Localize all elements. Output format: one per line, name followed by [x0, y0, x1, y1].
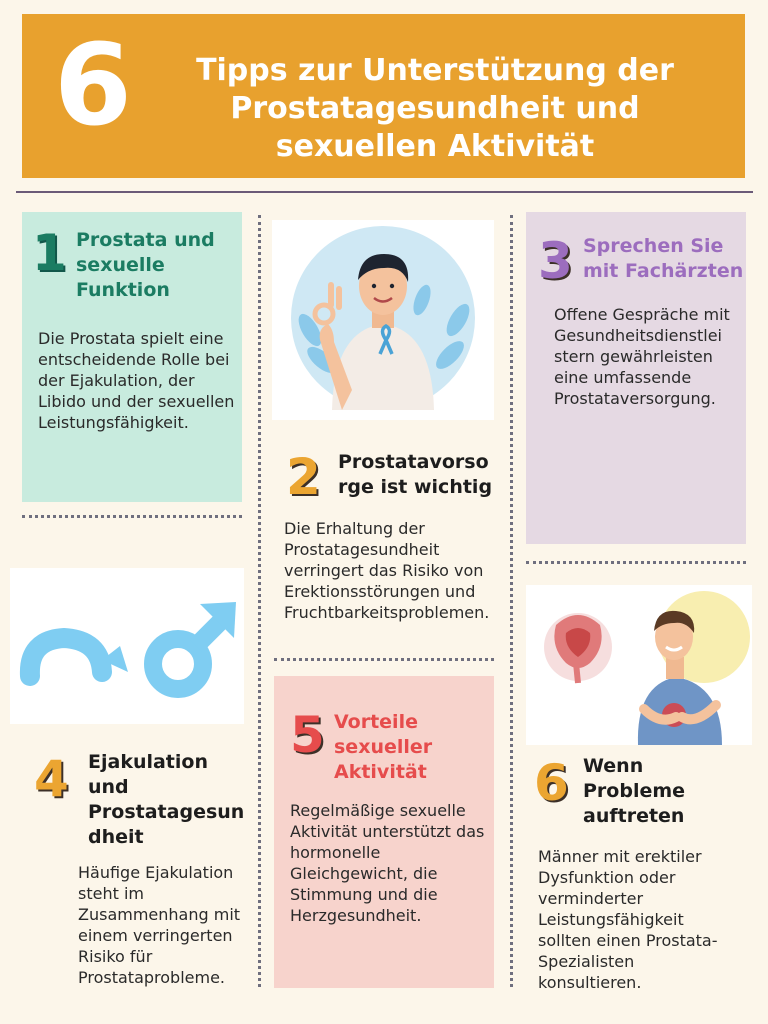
row-divider-col2: [274, 658, 494, 661]
tip-6-text: Männer mit erektiler Dysfunktion oder verminderter Leistungsfähigkeit sollten einen Prostata-Spezialisten konsultieren.: [538, 847, 718, 992]
column-divider-right: [510, 215, 513, 987]
tip-3-number: 3: [538, 232, 573, 290]
man-ribbon-svg: [272, 220, 494, 420]
tip-2-number: 2: [286, 448, 321, 506]
prostata-pain-illustration: [526, 585, 752, 745]
tip-5-title: Vorteile sexueller Aktivität: [334, 711, 433, 783]
column-divider-left: [258, 215, 261, 987]
tip-5-number: 5: [290, 706, 325, 764]
tip-3-title: Sprechen Sie mit Fachärzten: [583, 235, 744, 282]
tip-4-number: 4: [34, 750, 69, 808]
header-divider: [16, 191, 753, 193]
tip-5-text: Regelmäßige sexuelle Aktivität unterstützt das hormonelle Gleichgewicht, die Stimmung und die Herzgesundheit.: [290, 801, 485, 925]
tip-2-title: Prostatavorso rge ist wichtig: [338, 451, 493, 498]
tip-1-text: Die Prostata spielt eine entscheidende Rolle bei der Ejakulation, der Libido und der sexuellen Leistungsfähigkeit.: [38, 329, 235, 432]
page-title: Tipps zur Unterstützung der Prostatagesundheit und sexuellen Aktivität: [196, 53, 674, 164]
header-number: 6: [54, 21, 132, 151]
prostata-pain-svg: [526, 585, 752, 745]
tip-4-text: Häufige Ejakulation steht im Zusammenhang mit einem verringerten Risiko für Prostataprobleme.: [78, 863, 241, 987]
tip-6-title: Wenn Probleme auftreten: [583, 755, 686, 827]
tip-1-title: Prostata und sexuelle Funktion: [76, 229, 215, 301]
row-divider-col3: [526, 561, 746, 564]
tip-4-title: Ejakulation und Prostatagesun dheit: [88, 751, 245, 848]
tip-1-number: 1: [32, 224, 67, 282]
tip-2-text: Die Erhaltung der Prostatagesundheit verringert das Risiko von Erektionsstörungen und Fruchtbarkeitsproblemen.: [284, 519, 490, 622]
tip-6-number: 6: [534, 754, 569, 812]
male-symbol-svg: [10, 568, 244, 724]
man-ribbon-ok-illustration: [272, 220, 494, 420]
male-symbol-arrow-illustration: [10, 568, 244, 724]
row-divider-col1: [22, 515, 242, 518]
tip-3-text: Offene Gespräche mit Gesundheitsdienstlei stern gewährleisten eine umfassende Prostataversorgung.: [554, 305, 730, 408]
